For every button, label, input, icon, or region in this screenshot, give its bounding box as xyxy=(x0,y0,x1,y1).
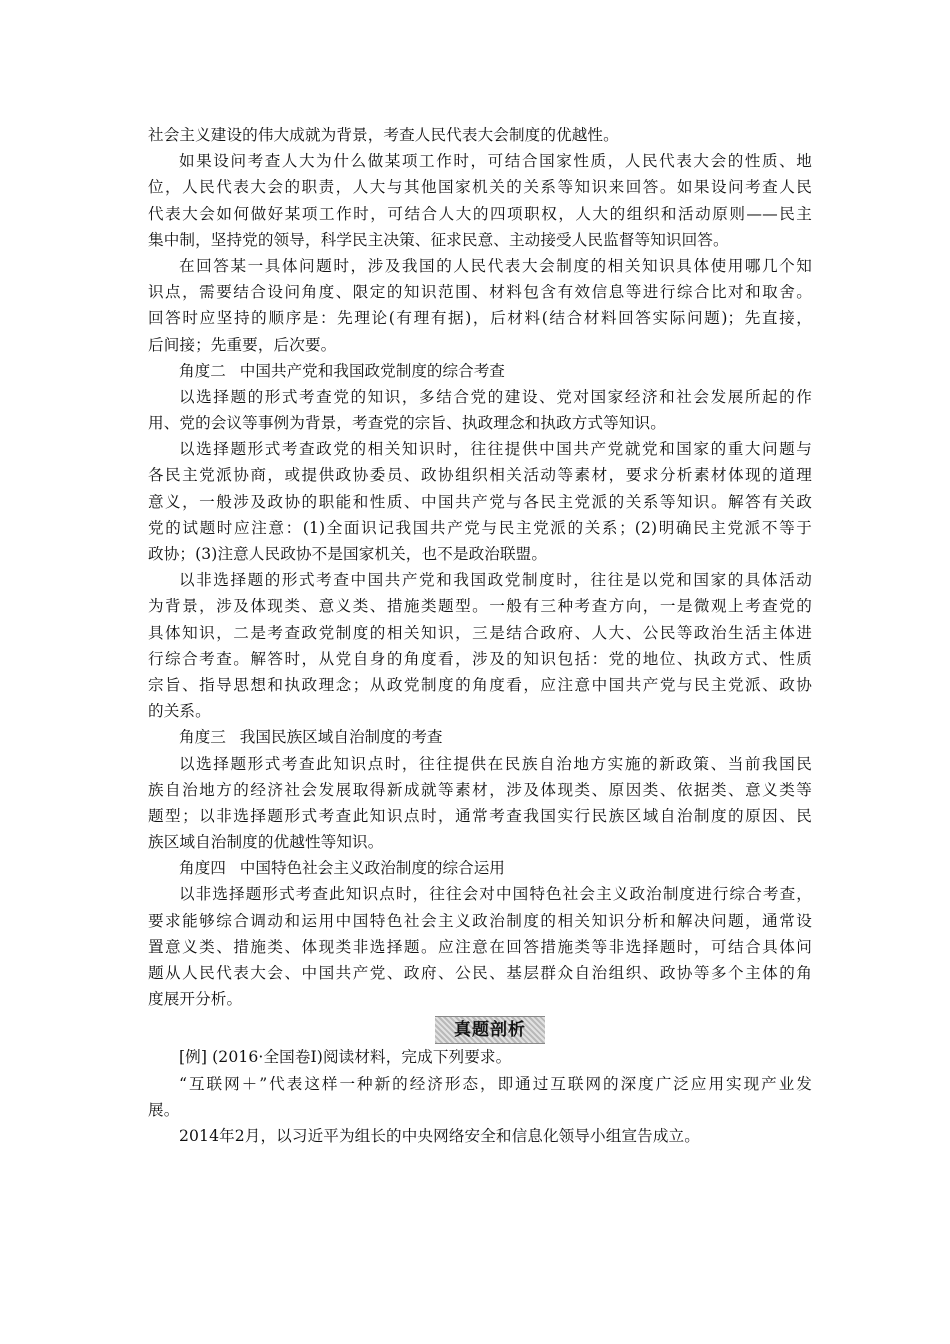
paragraph-line: 行综合考查。解答时，从党自身的角度看，涉及的知识包括：党的地位、执政方式、性质 xyxy=(148,649,812,668)
paragraph-line: 题从人民代表大会、中国共产党、政府、公民、基层群众自治组织、政协等多个主体的角 xyxy=(148,964,812,982)
paragraph-line: 族区域自治制度的优越性等知识。 xyxy=(148,833,384,852)
paragraph-line: 回答时应坚持的顺序是：先理论(有理有据)，后材料(结合材料回答实际问题)；先直接， xyxy=(148,309,812,328)
banner-background xyxy=(435,1016,545,1044)
paragraph-line: 用、党的会议等事例为背景，考查党的宗旨、执政理念和执政方式等知识。 xyxy=(148,414,666,433)
paragraph-line: 识点，需要结合设问角度、限定的知识范围、材料包含有效信息等进行综合比对和取舍。 xyxy=(148,283,812,302)
heading-number: 角度三 xyxy=(179,728,226,747)
section-heading-angle-3 xyxy=(148,724,812,750)
document-body xyxy=(148,122,812,1149)
paragraph-line: 集中制，坚持党的领导，科学民主决策、征求民意、主动接受人民监督等知识回答。 xyxy=(148,230,729,249)
example-line: [例] (2016·全国卷Ⅰ)阅读材料，完成下列要求。 xyxy=(179,1048,512,1067)
paragraph-line: 各民主党派协商，或提供政协委员、政协组织相关活动等素材，要求分析素材体现的道理 xyxy=(148,466,812,485)
section-banner xyxy=(148,1014,812,1044)
paragraph-line: 以选择题形式考查政党的相关知识时，往往提供中国共产党就党和国家的重大问题与 xyxy=(179,440,812,459)
paragraph-line: 政协；(3)注意人民政协不是国家机关，也不是政治联盟。 xyxy=(148,545,548,563)
heading-number: 角度四 xyxy=(179,859,226,878)
section-heading-angle-4 xyxy=(148,855,812,881)
paragraph-line: 以非选择题的形式考查中国共产党和我国政党制度时，往往是以党和国家的具体活动 xyxy=(179,571,812,590)
paragraph-line: 为背景，涉及体现类、意义类、措施类题型。一般有三种考查方向，一是微观上考查党的 xyxy=(148,597,812,616)
paragraph-line: 后间接；先重要，后次要。 xyxy=(148,335,337,354)
heading-title: 我国民族区域自治制度的考查 xyxy=(239,728,443,747)
paragraph-line: 具体知识，二是考查政党制度的相关知识，三是结合政府、人大、公民等政治生活主体进 xyxy=(148,623,812,642)
paragraph-line: 位，人民代表大会的职责，人大与其他国家机关的关系等知识来回答。如果设问考查人民 xyxy=(148,178,812,197)
heading-title: 中国共产党和我国政党制度的综合考查 xyxy=(239,361,505,380)
paragraph-line: 2014年2月，以习近平为组长的中央网络安全和信息化领导小组宣告成立。 xyxy=(179,1126,700,1145)
paragraph-line: 展。 xyxy=(148,1100,180,1119)
paragraph-line: 在回答某一具体问题时，涉及我国的人民代表大会制度的相关知识具体使用哪几个知 xyxy=(179,256,812,275)
paragraph-line: 题型；以非选择题形式考查此知识点时，通常考查我国实行民族区域自治制度的原因、民 xyxy=(148,806,812,825)
paragraph-line: 代表大会如何做好某项工作时，可结合人大的四项职权，人大的组织和活动原则——民主 xyxy=(148,204,812,223)
section-heading-angle-2 xyxy=(148,358,812,384)
heading-number: 角度二 xyxy=(179,361,226,380)
paragraph-line: 的关系。 xyxy=(148,702,211,721)
paragraph-line: “互联网＋”代表这样一种新的经济形态，即通过互联网的深度广泛应用实现产业发 xyxy=(179,1074,812,1093)
paragraph-line: 置意义类、措施类、体现类非选择题。应注意在回答措施类等非选择题时，可结合具体问 xyxy=(148,937,812,956)
paragraph-line: 度展开分析。 xyxy=(148,990,243,1009)
paragraph-line: 以非选择题形式考查此知识点时，往往会对中国特色社会主义政治制度进行综合考查， xyxy=(179,885,812,904)
paragraph-line: 宗旨、指导思想和执政理念；从政党制度的角度看，应注意中国共产党与民主党派、政协 xyxy=(148,675,812,694)
paragraph-line: 意义，一般涉及政协的职能和性质、中国共产党与各民主党派的关系等知识。解答有关政 xyxy=(148,492,812,511)
paragraph-line: 社会主义建设的伟大成就为背景，考查人民代表大会制度的优越性。 xyxy=(148,126,619,144)
paragraph-line: 以选择题的形式考查党的知识，多结合党的建设、党对国家经济和社会发展所起的作 xyxy=(179,387,812,406)
heading-title: 中国特色社会主义政治制度的综合运用 xyxy=(239,859,505,878)
paragraph-line: 以选择题形式考查此知识点时，往往提供在民族自治地方实施的新政策、当前我国民 xyxy=(179,754,812,773)
paragraph-line: 族自治地方的经济社会发展取得新成就等素材，涉及体现类、原因类、依据类、意义类等 xyxy=(148,780,812,799)
banner-title: 真题剖析 xyxy=(454,1020,526,1041)
paragraph-line: 要求能够综合调动和运用中国特色社会主义政治制度的相关知识分析和解决问题，通常设 xyxy=(148,911,812,930)
paragraph-line: 如果设问考查人大为什么做某项工作时，可结合国家性质，人民代表大会的性质、地 xyxy=(179,152,812,171)
paragraph-line: 党的试题时应注意：(1)全面识记我国共产党与民主党派的关系；(2)明确民主党派不等于 xyxy=(148,518,812,537)
